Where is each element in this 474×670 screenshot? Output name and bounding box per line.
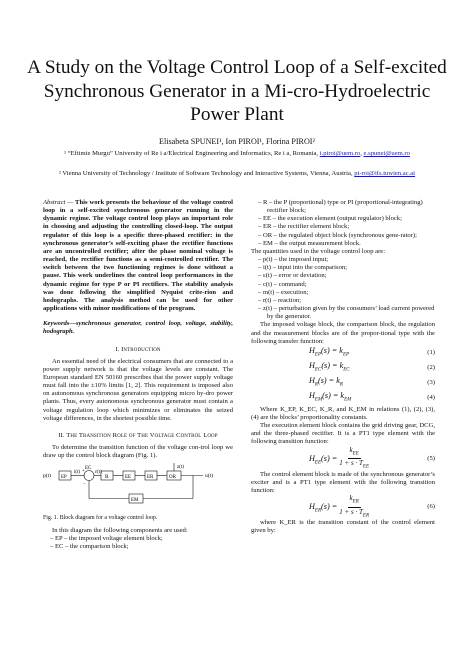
label-p: p(t) (43, 473, 51, 480)
keywords: Keywords—synchronous generator, control loop, voltage, stability, hodograph. (43, 320, 233, 336)
summing-junction-icon (84, 471, 94, 481)
constants-paragraph: Where K_EP, K_EC, K_R, and K_EM in relations (1), (2), (3), (4) are the blocks’ proportionality constants. (251, 405, 435, 421)
list-item: – EE – the execution element (output regulator) block; (258, 215, 402, 223)
email-link-piroi[interactable]: i.piroi@uem.ro (319, 150, 361, 157)
label-em: EM (131, 498, 139, 504)
left-column (43, 199, 233, 551)
list-item: – m(t) – execution; (258, 288, 309, 296)
affiliation-1 (26, 150, 448, 158)
affiliation-2-text: ² Vienna University of Technology / Institute of Software Technology and Interactive Systems, Vienna, Austria, (58, 170, 355, 177)
paper-title: A Study on the Voltage Control Loop of a Self-excited Synchronous Generator in a Mi-cro-Hydroelectric Power Plant (27, 57, 447, 125)
email-link-fpiroi[interactable]: pi-roi@ifs.tuwien.ac.at (354, 170, 416, 177)
list-item: – p(t) – the imposed input; (258, 256, 329, 264)
block-diagram (43, 463, 233, 511)
label-u: u(t) (205, 473, 213, 480)
equation-number: (5) (427, 454, 435, 462)
label-or: OR (169, 475, 176, 481)
list-item: – ER – the rectifier element block; (258, 223, 350, 231)
label-er: ER (147, 475, 154, 481)
label-r: R (105, 474, 109, 481)
list-item: – OR – the regulated object block (synchronous gene-rator); (258, 231, 417, 239)
list-item: – ε(t) – error or deviation; (258, 272, 327, 280)
label-i: i(t) (74, 470, 81, 476)
list-item: – EM – the output measurement block. (258, 239, 361, 247)
equation-5: $H_{EE}(s)$ = $\frac{k_{EE}}{1 + s \cdot T_{EE}}$ (5) (309, 445, 435, 470)
equation-3: $H_R(s) = k_R$ (3) (309, 375, 435, 388)
right-column (251, 199, 435, 535)
list-item: – i(t) – input into the comparison; (258, 264, 348, 272)
abstract (43, 199, 233, 313)
affiliation-2 (26, 170, 448, 178)
quantity-list (251, 256, 435, 321)
equation-number: (1) (427, 349, 435, 357)
block-diagram-figure (43, 463, 233, 511)
list-item: – R – the P (proportional) type or PI (proportional-integrating) rectifier block; (258, 199, 423, 215)
transfer-function-paragraph: The imposed voltage block, the comparison block, the regulation and the measurement blocks are of the propor-tional type with the following transfer function: (251, 321, 435, 345)
list-item: – z(t) – perturbation given by the consumers’ load current powered by the generator. (258, 305, 435, 321)
abstract-label: Abstract — (43, 199, 74, 206)
equation-4: $H_{EM}(s) = k_{EM}$ (4) (309, 390, 435, 403)
equation-number: (2) (427, 364, 435, 372)
list-item: – c(t) – command; (258, 280, 307, 288)
list-item: – r(t) – reaction; (258, 296, 302, 304)
abstract-text: This work presents the behaviour of the voltage control loop in a self-excited synchronous generator running in the dynamic regime. The voltage control loop plays an important role in choosing and adjusting the controlling closed-loop. The output regulator of this loop is a specific three-phased rectifier: in the synchronous generator’s self-exciting phase the rectifier functions are an uncontrolled rectifier; after the phase nominal voltage is reached, the rectifier functions as a semi-controlled rectifier. The switch between the two functioning regimes is done without a pause. This work underlines the control loop performances in the dynamic regime for type P or PI rectifiers. The stability analysis was done following the simplified Nyquist crite-rion and hodographs. The analysis method can be used for other applications with minor modifications of the program. (43, 199, 233, 313)
equation-6: $H_{ER}(s)$ = $\frac{k_{ER}}{1 + s \cdot T_{ER}}$ (6) (309, 494, 435, 518)
execution-element-paragraph: The execution element block contains the grid driving gear, DCG, and the three-phased rectifier. It is a PT1 type element with the following transition function: (251, 422, 435, 446)
section-heading-introduction: I. Introduction (115, 345, 161, 353)
list-item: – EP – the imposed voltage element block; (50, 534, 163, 542)
label-ee: EE (125, 475, 132, 481)
label-ec: EC (85, 466, 92, 472)
author-list: Elisabeta SPUNEI¹, Ion PIROI¹, Florina PIROI² (159, 137, 315, 146)
equation-2: $H_{EC}(s) = k_{EC}$ (2) (309, 360, 435, 373)
equation-number: (4) (427, 394, 435, 402)
label-minus: − (83, 482, 86, 488)
components-intro: In this diagram the following components are used: (52, 526, 188, 534)
figure-1-caption: Fig. 1. Block diagram for a voltage control loop. (43, 515, 158, 522)
equation-number: (3) (427, 379, 435, 387)
transition-role-paragraph: To determine the transition function of the voltage con-trol loop we draw up the control block diagram (Fig. 1). (43, 444, 233, 460)
introduction-paragraph: An essential need of the electrical consumers that are connected to a power supply network is that the voltage levels are constant. The European standard EN 50160 prescribes that the power supply voltage must fall into the ±10% limits [1, 2]. This requirement is imposed also on autonomous synchronous generators equipping micro hy-dro power plants. Thus, every autonomous synchronous generator must contain a voltage regulation loop which minimizes or eliminates the seized voltage differences, in the shortest possible time. (43, 357, 233, 422)
affiliation-1-text: ¹ “Eftimie Murgu” University of Re i a/Electrical Engineering and Informatics, Re i a, Romania, (64, 150, 320, 157)
component-list-left (43, 535, 233, 551)
label-z: z(t) (177, 465, 184, 471)
label-e: ε(t) (95, 470, 102, 476)
email-link-spunei[interactable]: e.spunei@uem.ro (363, 150, 410, 157)
list-item: – EC – the comparison block; (50, 542, 129, 550)
label-ep: EP (61, 475, 67, 481)
control-element-paragraph: The control element block is made of the synchronous generator’s exciter and is a PT1 type element with the following transition function: (251, 470, 435, 494)
label-plus: + (82, 469, 85, 475)
equation-number: (6) (427, 502, 435, 510)
equation-1: $H_{EP}(s) = k_{EP}$ (1) (309, 345, 435, 358)
component-list-right (251, 199, 435, 248)
transition-constant-paragraph: where K_ER is the transition constant of the control element given by: (251, 519, 435, 535)
affiliation-1-separator: , (360, 150, 362, 157)
quantities-intro: The quantities used in the voltage control loop are: (251, 247, 386, 255)
section-heading-transition-role: II. The Transition Role of The Voltage Control Loop (58, 431, 218, 439)
